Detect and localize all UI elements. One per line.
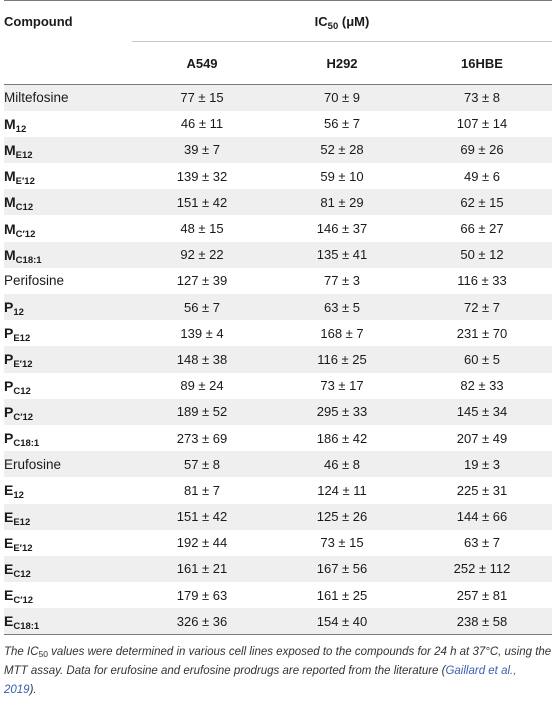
compound-name	[4, 189, 132, 215]
value-a549: 139 ± 32	[176, 168, 228, 184]
value-h292: 116 ± 25	[317, 351, 367, 367]
table-row	[4, 268, 552, 294]
compound-subscript: E′12	[15, 176, 35, 188]
compound-base: E	[4, 587, 14, 604]
value-16hbe: 62 ± 15	[460, 194, 504, 210]
value-h292: 63 ± 5	[323, 299, 361, 315]
value-h292: 73 ± 17	[320, 378, 364, 394]
compound-name	[4, 163, 132, 189]
value-16hbe: 231 ± 70	[456, 325, 508, 341]
compound-subscript: C18:1	[15, 254, 42, 266]
value-a549: 92 ± 22	[180, 247, 224, 263]
value-h292: 125 ± 26	[316, 509, 368, 525]
value-a549: 179 ± 63	[176, 587, 228, 603]
table-row	[4, 451, 552, 477]
value-16hbe: 63 ± 7	[463, 535, 501, 551]
value-a549: 127 ± 39	[176, 273, 228, 289]
value-h292: 73 ± 15	[320, 535, 364, 551]
value-h292: 46 ± 8	[323, 456, 361, 472]
compound-subscript: C′12	[13, 411, 34, 423]
compound-base: Miltefosine	[4, 90, 69, 106]
compound-base: P	[4, 377, 14, 394]
value-16hbe: 66 ± 27	[460, 221, 504, 237]
value-16hbe: 225 ± 31	[456, 482, 508, 498]
value-a549: 81 ± 7	[183, 482, 221, 498]
compound-base: M	[4, 246, 16, 263]
table-row	[4, 582, 552, 608]
value-h292: 295 ± 33	[316, 404, 368, 420]
value-h292: 70 ± 9	[323, 90, 361, 106]
table-row	[4, 608, 552, 634]
value-16hbe: 116 ± 33	[457, 273, 507, 289]
compound-header: Compound	[4, 13, 73, 29]
compound-subscript: E12	[13, 516, 31, 528]
compound-base: P	[4, 325, 14, 342]
header-blank	[4, 42, 132, 85]
compound-base: E	[4, 508, 14, 525]
compound-subscript: E12	[13, 333, 31, 345]
value-a549: 139 ± 4	[180, 325, 224, 341]
footnote-text-3: ).	[29, 683, 37, 696]
compound-name	[4, 582, 132, 608]
compound-subscript: C′12	[13, 595, 34, 607]
compound-name	[4, 556, 132, 582]
col-16hbe-header: 16HBE	[461, 55, 503, 71]
table-row	[4, 85, 552, 111]
compound-base: M	[4, 194, 16, 211]
compound-base: P	[4, 351, 14, 368]
footnote-subscript: 50	[38, 648, 48, 659]
value-16hbe: 60 ± 5	[463, 351, 501, 367]
value-h292: 59 ± 10	[320, 168, 364, 184]
table-row	[4, 294, 552, 320]
compound-name	[4, 294, 132, 320]
value-h292: 146 ± 37	[316, 221, 368, 237]
compound-name	[4, 451, 132, 477]
value-h292: 124 ± 11	[317, 482, 367, 498]
compound-name	[4, 608, 132, 634]
value-a549: 39 ± 7	[183, 142, 221, 158]
compound-name	[4, 111, 132, 137]
value-a549: 326 ± 36	[176, 613, 228, 629]
ic50-subscript: 50	[327, 20, 339, 32]
table-row	[4, 320, 552, 346]
col-a549-header: A549	[186, 55, 218, 71]
ic50-table	[4, 0, 552, 635]
compound-base: P	[4, 299, 14, 316]
compound-base: M	[4, 141, 16, 158]
value-h292: 135 ± 41	[316, 247, 368, 263]
value-a549: 148 ± 38	[176, 351, 228, 367]
compound-name	[4, 373, 132, 399]
compound-name	[4, 346, 132, 372]
table-row	[4, 137, 552, 163]
value-16hbe: 73 ± 8	[463, 90, 501, 106]
compound-subscript: 12	[13, 307, 24, 319]
value-16hbe: 144 ± 66	[456, 509, 508, 525]
value-a549: 56 ± 7	[183, 299, 221, 315]
compound-base: E	[4, 534, 14, 551]
value-16hbe: 72 ± 7	[463, 299, 501, 315]
compound-subscript: C18:1	[13, 438, 40, 450]
header-row-1	[4, 1, 552, 42]
value-h292: 52 ± 28	[320, 142, 364, 158]
table-row	[4, 399, 552, 425]
table-row	[4, 477, 552, 503]
compound-subscript: C′12	[15, 228, 36, 240]
ic50-label: IC	[314, 13, 328, 29]
compound-subscript: E′12	[13, 542, 33, 554]
value-h292: 56 ± 7	[323, 116, 361, 132]
compound-subscript: C12	[13, 385, 31, 397]
value-h292: 167 ± 56	[316, 561, 368, 577]
value-16hbe: 19 ± 3	[463, 456, 501, 472]
compound-subscript: 12	[15, 123, 27, 135]
compound-base: M	[4, 115, 16, 132]
table-row	[4, 111, 552, 137]
compound-base: M	[4, 220, 16, 237]
footnote-text-2: values were determined in various cell lines exposed to the compounds for 24 h at 37°C, using the MTT assay. Data for erufosine and erufosine prodrugs are reported from the literature (	[4, 645, 552, 677]
table-row	[4, 163, 552, 189]
value-16hbe: 69 ± 26	[460, 142, 504, 158]
table-row	[4, 346, 552, 372]
value-a549: 48 ± 15	[180, 221, 224, 237]
value-a549: 57 ± 8	[183, 456, 221, 472]
value-h292: 186 ± 42	[316, 430, 368, 446]
compound-name	[4, 399, 132, 425]
value-a549: 189 ± 52	[176, 404, 228, 420]
compound-subscript: C12	[15, 202, 34, 214]
value-a549: 46 ± 11	[180, 116, 224, 132]
compound-base: P	[4, 403, 14, 420]
value-16hbe: 50 ± 12	[460, 247, 504, 263]
compound-base: Erufosine	[4, 456, 62, 472]
footnote-text-1: The IC	[4, 645, 39, 658]
value-a549: 273 ± 69	[176, 430, 228, 446]
value-16hbe: 145 ± 34	[456, 404, 508, 420]
value-16hbe: 257 ± 81	[456, 587, 508, 603]
compound-subscript: C12	[13, 568, 31, 580]
compound-subscript: 12	[13, 490, 24, 502]
compound-base: E	[4, 482, 14, 499]
compound-base: M	[4, 168, 16, 185]
compound-name	[4, 504, 132, 530]
compound-base: E	[4, 560, 14, 577]
value-16hbe: 207 ± 49	[456, 430, 508, 446]
citation-link[interactable]: Gaillard et al., 2019	[4, 664, 517, 696]
value-16hbe: 252 ± 112	[453, 561, 511, 577]
header-row-2	[4, 42, 552, 85]
ic50-unit: (μM)	[338, 13, 370, 29]
compound-name	[4, 477, 132, 503]
table-row	[4, 556, 552, 582]
value-16hbe: 238 ± 58	[456, 613, 508, 629]
col-h292-header: H292	[326, 55, 358, 71]
value-a549: 77 ± 15	[180, 90, 224, 106]
table-body	[4, 85, 552, 635]
table-row	[4, 504, 552, 530]
value-a549: 161 ± 21	[176, 561, 228, 577]
compound-base: P	[4, 430, 14, 447]
table-row	[4, 242, 552, 268]
table-footnote	[4, 643, 552, 700]
compound-name	[4, 215, 132, 241]
value-a549: 151 ± 42	[176, 194, 228, 210]
value-h292: 77 ± 3	[323, 273, 361, 289]
compound-subscript: E12	[15, 149, 33, 161]
value-a549: 151 ± 42	[176, 509, 228, 525]
compound-base: E	[4, 613, 14, 630]
value-16hbe: 107 ± 14	[456, 116, 508, 132]
table-row	[4, 530, 552, 556]
compound-name	[4, 425, 132, 451]
value-h292: 81 ± 29	[320, 194, 364, 210]
compound-name	[4, 320, 132, 346]
compound-subscript: E′12	[13, 359, 33, 371]
table-row	[4, 215, 552, 241]
value-h292: 168 ± 7	[320, 325, 364, 341]
compound-name	[4, 85, 132, 111]
table-row	[4, 425, 552, 451]
compound-name	[4, 530, 132, 556]
value-h292: 154 ± 40	[316, 613, 368, 629]
value-a549: 192 ± 44	[176, 535, 228, 551]
value-16hbe: 49 ± 6	[463, 168, 501, 184]
compound-base: Perifosine	[4, 273, 65, 289]
value-h292: 161 ± 25	[316, 587, 368, 603]
value-a549: 89 ± 24	[180, 378, 224, 394]
table-row	[4, 189, 552, 215]
compound-subscript: C18:1	[13, 621, 40, 633]
compound-name	[4, 268, 132, 294]
value-16hbe: 82 ± 33	[460, 378, 504, 394]
ic50-header	[132, 1, 552, 42]
table-row	[4, 373, 552, 399]
compound-name	[4, 137, 132, 163]
compound-name	[4, 242, 132, 268]
